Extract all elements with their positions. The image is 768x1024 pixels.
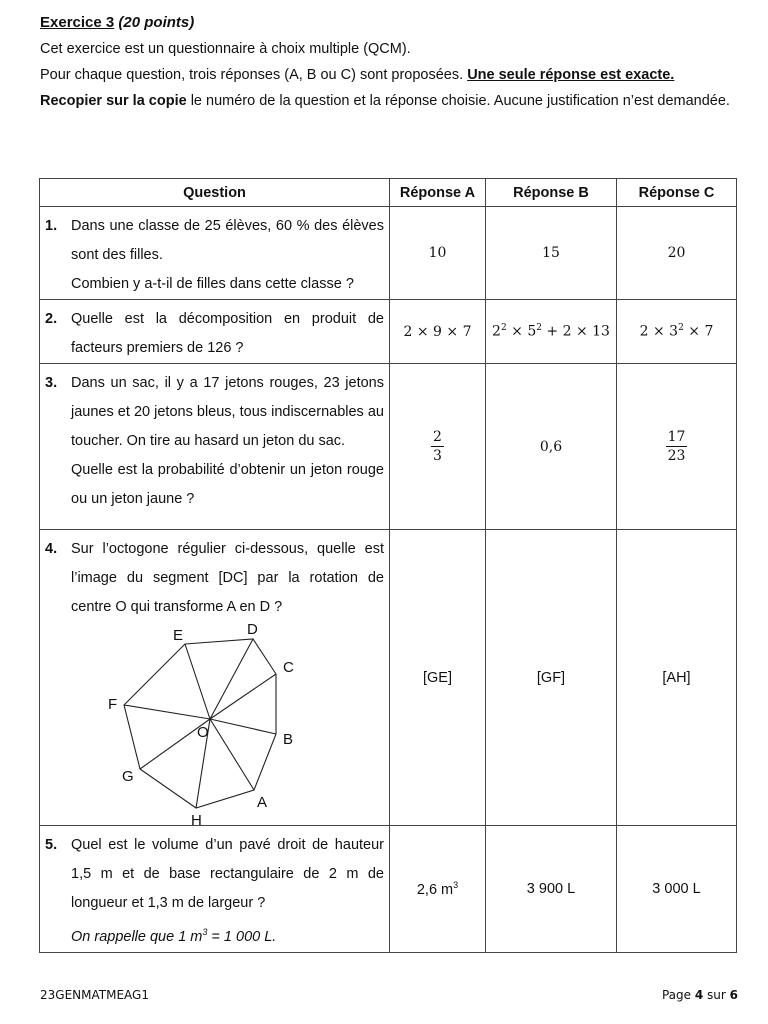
q1-answer-a: 10 <box>390 207 486 300</box>
label-h: H <box>191 812 202 829</box>
question-3: 3. Dans un sac, il y a 17 jetons rouges, 23 jetons jaunes et 20 jetons bleus, tous indiscernables au toucher. On tire au hasard un jeton du sac. Quelle est la probabilité d’obtenir un jeton rouge ou un jeton jaune ? <box>40 364 390 530</box>
q5-answer-c: 3 000 L <box>617 826 737 953</box>
q2-answer-b: $2^2 \times 5^2 + 2 \times 13$ <box>486 300 617 364</box>
q3-answer-a <box>390 364 486 530</box>
exercise-header <box>40 10 737 114</box>
label-f: F <box>108 696 118 713</box>
q2-answer-a: 2 × 9 × 7 <box>390 300 486 364</box>
question-5: 5. Quel est le volume d’un pavé droit de hauteur 1,5 m et de base rectangulaire de 2 m de longueur et 1,3 m de largeur ? On rappelle que 1 $m^3 = 1$ 000 L. <box>40 826 390 953</box>
table-header-row <box>40 179 737 207</box>
radius-of <box>124 705 210 719</box>
header-answer-c: Réponse C <box>617 179 737 207</box>
exercise-title: Exercice 3 (20 points) <box>40 14 195 31</box>
header-answer-b: Réponse B <box>486 179 617 207</box>
table-row <box>40 300 737 364</box>
intro-line-2: Pour chaque question, trois réponses (A, B ou C) sont proposées. Une seule réponse est exacte. <box>40 67 675 83</box>
label-g: G <box>122 768 134 785</box>
octagon-diagram <box>100 621 320 829</box>
radius-oe <box>185 644 210 719</box>
header-question: Question <box>40 179 390 207</box>
question-1: 1. Dans une classe de 25 élèves, 60 % des élèves sont des filles. Combien y a-t-il de filles dans cette classe ? <box>40 207 390 300</box>
table-row <box>40 364 737 530</box>
label-e: E <box>173 627 184 644</box>
q2-answer-c: $2 \times 3^2 \times 7$ <box>617 300 737 364</box>
label-a: A <box>257 794 268 811</box>
radius-ob <box>210 719 276 734</box>
q4-answer-c: [AH] <box>617 530 737 826</box>
header-answer-a: Réponse A <box>390 179 486 207</box>
page-number: Page 4 sur 6 <box>661 988 738 1002</box>
table-row <box>40 530 737 826</box>
question-4: 4. Sur l’octogone régulier ci-dessous, quelle est l’image du segment [DC] par la rotation de centre O qui transforme A en D ? E D C B A H G F O <box>40 530 390 826</box>
radius-oc <box>210 674 276 719</box>
intro-line-1: Cet exercice est un questionnaire à choix multiple (QCM). <box>40 41 411 57</box>
label-d: D <box>247 621 258 638</box>
label-c: C <box>283 659 294 676</box>
octagon-figure <box>100 621 384 829</box>
label-o: O <box>197 724 209 741</box>
label-b: B <box>283 731 294 748</box>
q5-answer-a: 2,6 $m^3$ <box>390 826 486 953</box>
q3-answer-b: 0,6 <box>486 364 617 530</box>
table-row <box>40 826 737 953</box>
q4-answer-b: [GF] <box>486 530 617 826</box>
intro-line-3: Recopier sur la copie le numéro de la question et la réponse choisie. Aucune justification n’est demandée. <box>40 93 730 109</box>
q5-answer-b: 3 900 L <box>486 826 617 953</box>
table-row <box>40 207 737 300</box>
qcm-table <box>39 178 737 953</box>
document-code: 23GENMATMEAG1 <box>40 988 149 1002</box>
q4-answer-a: [GE] <box>390 530 486 826</box>
fraction: $\frac{17}{23}$ <box>667 429 686 464</box>
radius-od <box>210 639 253 719</box>
fraction: $\frac{2}{3}$ <box>433 429 442 464</box>
radius-oa <box>210 719 254 790</box>
q1-answer-b: 15 <box>486 207 617 300</box>
q3-answer-c <box>617 364 737 530</box>
question-2: 2. Quelle est la décomposition en produit de facteurs premiers de 126 ? <box>40 300 390 364</box>
q1-answer-c: 20 <box>617 207 737 300</box>
